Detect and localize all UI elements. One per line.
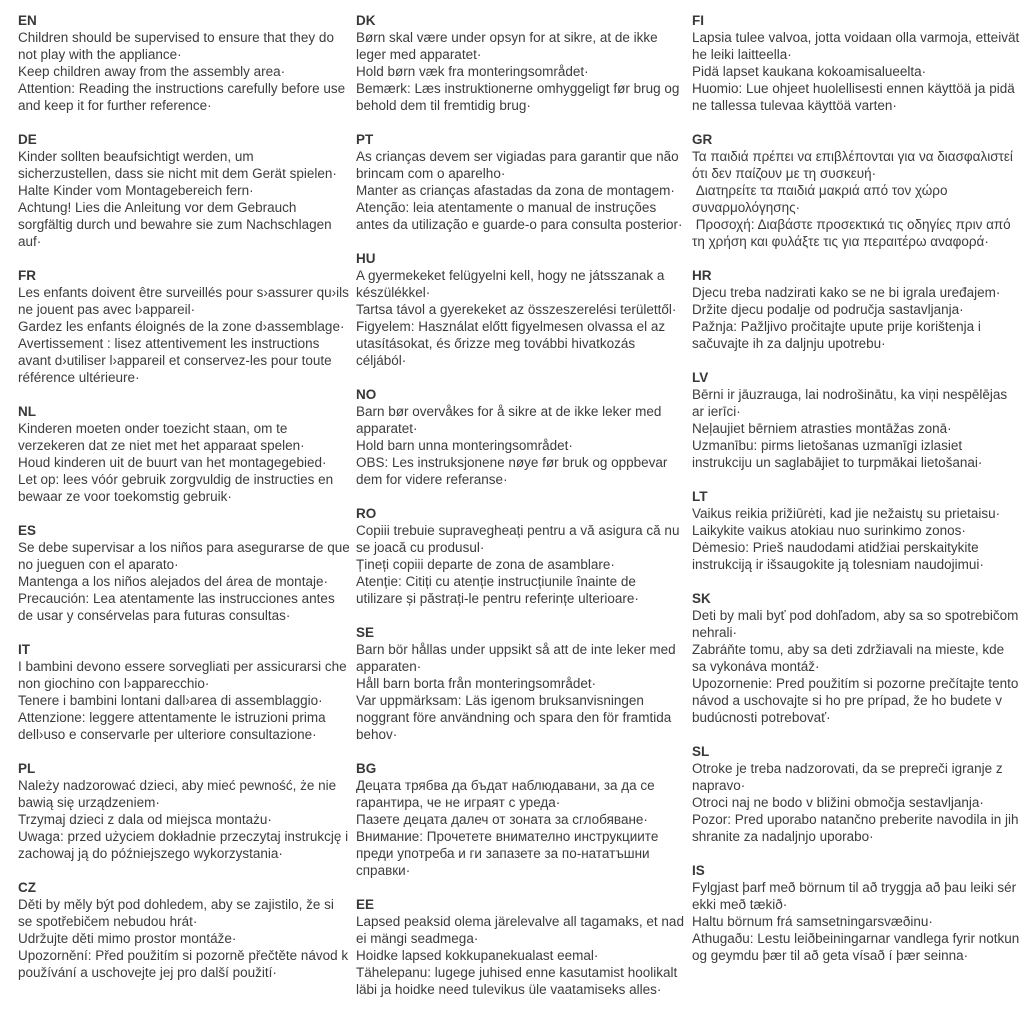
instruction-line: Udržujte děti mimo prostor montáže· [18, 931, 237, 946]
language-section-cz [18, 879, 350, 981]
language-code: SK [692, 591, 711, 606]
language-code: EN [18, 13, 37, 28]
instruction-line: Haltu börnum frá samsetningarsvæðinu· [692, 914, 933, 929]
instruction-line: Huomio: Lue ohjeet huolellisesti ennen käyttöä ja pidä ne tallessa tulevaa käyttöä varten· [692, 81, 1019, 113]
language-code: SL [692, 744, 710, 759]
instruction-line: Halte Kinder vom Montagebereich fern· [18, 183, 254, 198]
language-code: EE [356, 897, 375, 912]
instruction-line: Laikykite vaikus atokiau nuo surinkimo zonos· [692, 523, 966, 538]
language-section-de [18, 131, 350, 250]
instruction-line: Barn bör hållas under uppsikt så att de inte leker med apparaten· [356, 642, 680, 674]
language-code: ES [18, 523, 37, 538]
instruction-line: Manter as crianças afastadas da zona de montagem· [356, 183, 675, 198]
instruction-line: Pažnja: Pažljivo pročitajte upute prije korištenja i sačuvajte ih za daljnju upotrebu· [692, 319, 985, 351]
instruction-line: Keep children away from the assembly area· [18, 64, 286, 79]
instruction-line: Athugaðu: Lestu leiðbeiningarnar vandlega fyrir notkun og geymdu þær til að geta vísað í þær seinna· [692, 931, 1023, 963]
instruction-line: OBS: Les instruksjonene nøye før bruk og oppbevar dem for videre referanse· [356, 455, 672, 487]
instruction-line: Zabráňte tomu, aby sa deti zdržiavali na mieste, kde sa vykonáva montáž· [692, 642, 1008, 674]
instruction-line: Należy nadzorować dzieci, aby mieć pewność, że nie bawią się urządzeniem· [18, 778, 340, 810]
language-section-bg [356, 760, 686, 879]
instruction-line: Внимание: Прочетете внимателно инструкциите преди употреба и ги запазете за по-нататъшни справки· [356, 829, 663, 878]
instruction-line: Upozornění: Před použitím si pozorně přečtěte návod k používání a uschovejte jej pro další použití· [18, 948, 352, 980]
language-code: LV [692, 370, 709, 385]
language-code: NL [18, 404, 36, 419]
language-section-hr [692, 267, 1020, 352]
language-code: RO [356, 506, 377, 521]
instruction-line: Djecu treba nadzirati kako se ne bi igrala uređajem· [692, 285, 1001, 300]
instruction-line: Trzymaj dzieci z dala od miejsca montażu· [18, 812, 272, 827]
language-section-hu [356, 250, 686, 369]
language-code: PT [356, 132, 374, 147]
language-code: BG [356, 761, 377, 776]
language-code: DE [18, 132, 37, 147]
instruction-line: Deti by mali byť pod dohľadom, aby sa so spotrebičom nehrali· [692, 608, 1023, 640]
column-1 [18, 12, 354, 1024]
instruction-line: Fylgjast þarf með börnum til að tryggja að þau leiki sér ekki með tækið· [692, 880, 1020, 912]
instruction-line: I bambini devono essere sorvegliati per assicurarsi che non giochino con l›apparecchio· [18, 659, 351, 691]
instruction-line: Upozornenie: Pred použitím si pozorne prečítajte tento návod a uschovajte si ho pre prípad, že ho budete v budúcnosti potrebovať· [692, 676, 1023, 725]
instruction-line: Atenție: Citiți cu atenție instrucțiunile înainte de utilizare și păstrați-le pentru referințe ulterioare· [356, 574, 640, 606]
instruction-line: Børn skal være under opsyn for at sikre, at de ikke leger med apparatet· [356, 30, 662, 62]
instruction-line: Децата трябва да бъдат наблюдавани, за да се гарантира, че не играят с уреда· [356, 778, 659, 810]
instruction-line: A gyermekeket felügyelni kell, hogy ne játsszanak a készülékkel· [356, 268, 669, 300]
instruction-line: Lapsia tulee valvoa, jotta voidaan olla varmoja, etteivät he leiki laitteella· [692, 30, 1023, 62]
language-section-ro [356, 505, 686, 607]
instruction-line: Vaikus reikia prižiūrėti, kad jie nežaistų su prietaisu· [692, 506, 1001, 521]
instruction-line: Copiii trebuie supravegheați pentru a vă asigura că nu se joacă cu produsul· [356, 523, 684, 555]
instruction-line: Achtung! Lies die Anleitung vor dem Gebrauch sorgfältig durch und bewahre sie zum Nachschlagen auf· [18, 200, 336, 249]
instruction-line: Se debe supervisar a los niños para asegurarse de que no jueguen con el aparato· [18, 540, 354, 572]
instruction-line: Gardez les enfants éloignés de la zone d›assemblage· [18, 319, 345, 334]
language-section-pl [18, 760, 350, 862]
instruction-line: Mantenga a los niños alejados del área de montaje· [18, 574, 328, 589]
instruction-line: Neļaujiet bērniem atrasties montāžas zonā· [692, 421, 952, 436]
instruction-line: Uzmanību: pirms lietošanas uzmanīgi izlasiet instrukciju un saglabājiet to turpmākai lietošanai· [692, 438, 983, 470]
instruction-line: Barn bør overvåkes for å sikre at de ikke leker med apparatet· [356, 404, 666, 436]
instruction-line: Tartsa távol a gyerekeket az összeszerelési területtől· [356, 302, 677, 317]
language-section-lt [692, 488, 1020, 573]
language-section-sk [692, 590, 1023, 726]
language-code: HU [356, 251, 376, 266]
instruction-line: Držite djecu podalje od područja sastavljanja· [692, 302, 964, 317]
language-code: GR [692, 132, 713, 147]
instruction-line: Otroke je treba nadzorovati, da se prepreči igranje z napravo· [692, 761, 1007, 793]
instruction-line: Atenção: leia atentamente o manual de instruções antes da utilização e guarde-o para consulta posterior· [356, 200, 683, 232]
instruction-line: Var uppmärksam: Läs igenom bruksanvisningen noggrant före användning och spara den för framtida behov· [356, 693, 675, 742]
instruction-line: Τα παιδιά πρέπει να επιβλέπονται για να διασφαλιστεί ότι δεν παίζουν με τη συσκευή· [692, 149, 1017, 181]
language-section-is [692, 862, 1023, 964]
instruction-line: Hold børn væk fra monteringsområdet· [356, 64, 589, 79]
instruction-line: As crianças devem ser vigiadas para garantir que não brincam com o aparelho· [356, 149, 683, 181]
instruction-line: Țineți copiii departe de zona de asamblare· [356, 557, 615, 572]
language-code: LT [692, 489, 708, 504]
column-3 [692, 12, 1023, 1024]
instruction-line: Kinder sollten beaufsichtigt werden, um sicherzustellen, dass sie nicht mit dem Gerät spielen· [18, 149, 337, 181]
language-section-lv [692, 369, 1020, 471]
language-section-pt [356, 131, 686, 233]
instruction-line: Hoidke lapsed kokkupanekualast eemal· [356, 948, 599, 963]
instruction-line: Houd kinderen uit de buurt van het montagegebied· [18, 455, 327, 470]
instruction-line: Dėmesio: Prieš naudodami atidžiai perskaitykite instrukciją ir išsaugokite ją tolesniam naudojimui· [692, 540, 984, 572]
instruction-line: Attenzione: leggere attentamente le istruzioni prima dell›uso e conservarle per ulteriore consultazione· [18, 710, 330, 742]
instruction-line: Attention: Reading the instructions carefully before use and keep it for further reference· [18, 81, 349, 113]
instruction-line: Kinderen moeten onder toezicht staan, om te verzekeren dat ze niet met het apparaat spelen· [18, 421, 305, 453]
language-section-se [356, 624, 686, 743]
language-section-gr [692, 131, 1020, 250]
language-section-it [18, 641, 350, 743]
instruction-line: Διατηρείτε τα παιδιά μακριά από τον χώρο συναρμολόγησης· [692, 183, 952, 215]
instruction-line: Pidä lapset kaukana kokoamisalueelta· [692, 64, 927, 79]
column-2 [356, 12, 686, 1024]
instruction-line: Avertissement : lisez attentivement les instructions avant d›utiliser l›appareil et conservez-les pour toute référence ultérieure· [18, 336, 336, 385]
instruction-line: Håll barn borta från monteringsområdet· [356, 676, 597, 691]
instruction-line: Figyelem: Használat előtt figyelmesen olvassa el az utasításokat, és őrizze meg további hivatkozás céljából· [356, 319, 669, 368]
language-section-fr [18, 267, 353, 386]
language-section-dk [356, 12, 686, 114]
instruction-line: Uwaga: przed użyciem dokładnie przeczytaj instrukcję i zachowaj ją do późniejszego wykorzystania· [18, 829, 352, 861]
language-code: IT [18, 642, 30, 657]
language-section-nl [18, 403, 350, 505]
language-code: IS [692, 863, 705, 878]
instruction-line: Προσοχή: Διαβάστε προσεκτικά τις οδηγίες πριν από τη χρήση και φυλάξτε τις για περαιτέρω αναφορά· [692, 217, 1015, 249]
language-code: FI [692, 13, 704, 28]
language-section-ee [356, 896, 686, 998]
instruction-line: Tähelepanu: lugege juhised enne kasutamist hoolikalt läbi ja hoidke need tulevikus üle vaatamiseks alles· [356, 965, 681, 997]
instruction-line: Let op: lees vóór gebruik zorgvuldig de instructies en bewaar ze voor toekomstig gebruik· [18, 472, 337, 504]
language-code: DK [356, 13, 376, 28]
instruction-line: Hold barn unna monteringsområdet· [356, 438, 573, 453]
instruction-line: Pozor: Pred uporabo natančno preberite navodila in jih shranite za nadaljnjo uporabo· [692, 812, 1023, 844]
language-code: FR [18, 268, 36, 283]
instruction-line: Children should be supervised to ensure that they do not play with the appliance· [18, 30, 338, 62]
language-code: CZ [18, 880, 36, 895]
instruction-line: Otroci naj ne bodo v bližini območja sestavljanja· [692, 795, 984, 810]
instruction-line: Bērni ir jāuzrauga, lai nodrošinātu, ka viņi nespēlējas ar ierīci· [692, 387, 1011, 419]
instruction-line: Tenere i bambini lontani dall›area di assemblaggio· [18, 693, 323, 708]
instruction-line: Precaución: Lea atentamente las instrucciones antes de usar y consérvelas para futuras consultas· [18, 591, 339, 623]
language-code: SE [356, 625, 375, 640]
instruction-line: Les enfants doivent être surveillés pour s›assurer qu›ils ne jouent pas avec l›appareil· [18, 285, 353, 317]
language-section-no [356, 386, 686, 488]
language-code: HR [692, 268, 712, 283]
instruction-line: Bemærk: Læs instruktionerne omhyggeligt før brug og behold dem til fremtidig brug· [356, 81, 684, 113]
language-code: PL [18, 761, 36, 776]
language-section-sl [692, 743, 1023, 845]
language-section-es [18, 522, 354, 624]
instruction-line: Lapsed peaksid olema järelevalve all tagamaks, et nad ei mängi seadmega· [356, 914, 688, 946]
instruction-line: Пазете децата далеч от зоната за сглобяване· [356, 812, 648, 827]
language-code: NO [356, 387, 377, 402]
language-section-fi [692, 12, 1023, 114]
instruction-line: Děti by měly být pod dohledem, aby se zajistilo, že si se spotřebičem nebudou hrát· [18, 897, 338, 929]
language-section-en [18, 12, 350, 114]
